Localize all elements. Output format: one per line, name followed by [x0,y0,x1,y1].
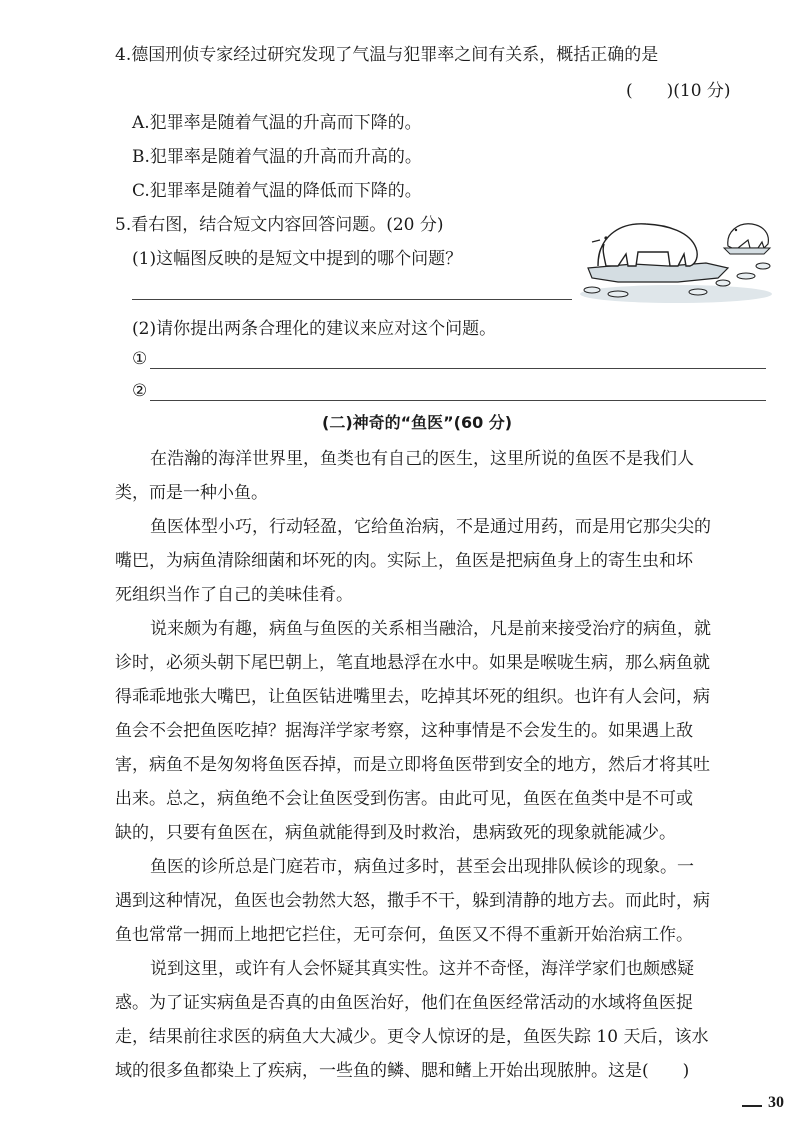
passage-line: 说到这里，或许有人会怀疑其真实性。这并不奇怪，海洋学家们也颇感疑 [150,959,694,979]
passage-line: 说来颇为有趣，病鱼与鱼医的关系相当融洽，凡是前来接受治疗的病鱼，就 [150,619,711,639]
passage-line: 出来。总之，病鱼绝不会让鱼医受到伤害。由此可见，鱼医在鱼类中是不可或 [115,789,693,809]
passage-line: 缺的，只要有鱼医在，病鱼就能得到及时救治，患病致死的现象就能减少。 [115,823,676,843]
q4-option-c: C.犯罪率是随着气温的降低而下降的。 [132,181,422,201]
q4-stem: 4.德国刑侦专家经过研究发现了气温与犯罪率之间有关系，概括正确的是 [115,45,659,65]
q5-sub1: (1)这幅图反映的是短文中提到的哪个问题？ [132,249,463,269]
passage-line: 类，而是一种小鱼。 [115,483,268,503]
passage-line: 域的很多鱼都染上了疾病，一些鱼的鳞、腮和鳍上开始出现脓肿。这是( ) [115,1061,690,1081]
q5-sub1-answer-line[interactable] [132,299,572,300]
section-title: (二)神奇的“鱼医”(60 分) [322,413,513,432]
q5-sub2: (2)请你提出两条合理化的建议来应对这个问题。 [132,319,497,339]
passage-line: 遇到这种情况，鱼医也会勃然大怒，撒手不干，躲到清静的地方去。而此时，病 [115,891,710,911]
page-number-dash [742,1105,762,1107]
q4-answer-slot: ( )(10 分) [626,81,731,101]
passage-line: 得乖乖地张大嘴巴，让鱼医钻进嘴里去，吃掉其坏死的组织。也许有人会问，病 [115,687,710,707]
passage-line: 鱼也常常一拥而上地把它拦住，无可奈何，鱼医又不得不重新开始治病工作。 [115,925,693,945]
passage-line: 鱼医的诊所总是门庭若市，病鱼过多时，甚至会出现排队候诊的现象。一 [150,857,694,877]
passage-line: 诊时，必须头朝下尾巴朝上，笔直地悬浮在水中。如果是喉咙生病，那么病鱼就 [115,653,710,673]
q5-mark-2: ② [132,381,148,401]
q5-answer-line-2[interactable] [150,400,766,401]
passage-line: 在浩瀚的海洋世界里，鱼类也有自己的医生，这里所说的鱼医不是我们人 [150,449,694,469]
q5-answer-line-1[interactable] [150,368,766,369]
page-number: 30 [768,1094,784,1111]
q4-option-b: B.犯罪率是随着气温的升高而升高的。 [132,147,422,167]
passage-line: 鱼会不会把鱼医吃掉？据海洋学家考察，这种事情是不会发生的。如果遇上敌 [115,721,693,741]
q5-stem: 5.看右图，结合短文内容回答问题。(20 分) [115,215,444,235]
passage-line: 害，病鱼不是匆匆将鱼医吞掉，而是立即将鱼医带到安全的地方，然后才将其吐 [115,755,710,775]
passage-line: 嘴巴，为病鱼清除细菌和坏死的肉。实际上，鱼医是把病鱼身上的寄生虫和坏 [115,551,693,571]
passage-line: 走，结果前往求医的病鱼大大减少。更令人惊讶的是，鱼医失踪 10 天后，该水 [115,1027,709,1047]
q4-option-a: A.犯罪率是随着气温的升高而下降的。 [132,113,422,133]
polar-bears-on-melting-ice-illustration [578,208,774,306]
passage-line: 惑。为了证实病鱼是否真的由鱼医治好，他们在鱼医经常活动的水域将鱼医捉 [115,993,693,1013]
passage-line: 死组织当作了自己的美味佳肴。 [115,585,353,605]
passage-line: 鱼医体型小巧，行动轻盈，它给鱼治病，不是通过用药，而是用它那尖尖的 [150,517,711,537]
q5-mark-1: ① [132,349,148,369]
